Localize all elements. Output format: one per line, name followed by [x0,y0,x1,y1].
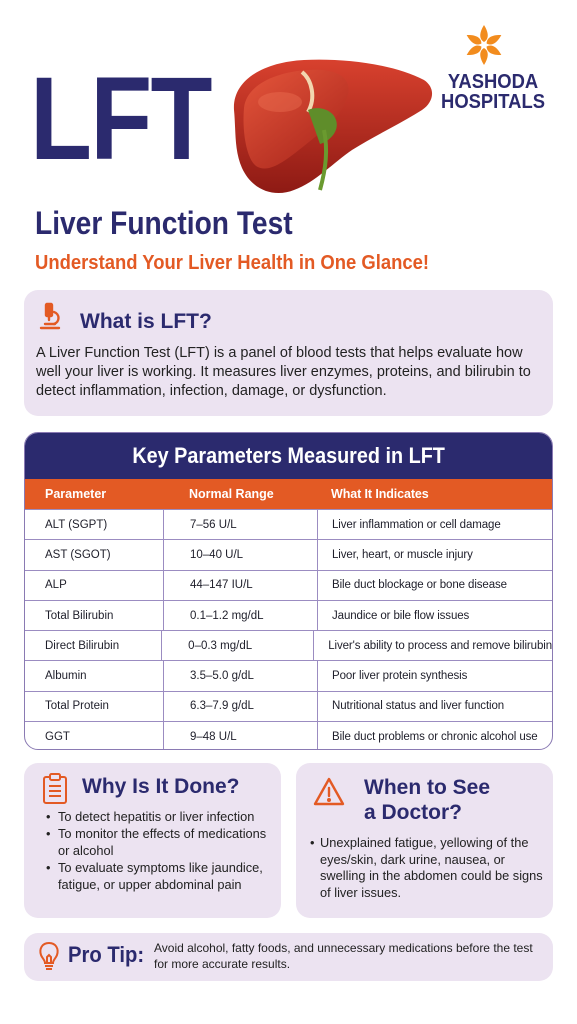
header [0,0,577,200]
row-range: 6.3–7.9 g/dL [163,692,317,721]
flower-logo-icon [463,24,505,66]
tip-body: Avoid alcohol, fatty foods, and unnecessary medications before the test for more accurate results. [154,941,533,971]
table-row [25,509,552,539]
row-range: 7–56 U/L [163,510,317,539]
column-header-indicates: What It Indicates [331,487,429,501]
row-parameter: ALP [45,579,67,592]
logo-line-1: YASHODA [447,71,539,93]
why-heading: Why Is It Done? [82,775,240,798]
table-row [25,600,552,630]
doctor-list [310,835,546,901]
what-body: A Liver Function Test (LFT) is a panel of blood tests that helps evaluate how well your liver is working. It measures liver enzymes, proteins, and bilirubin to detect inflammation, infection, damage, or dysfunction. [36,345,531,399]
row-parameter: Total Protein [45,700,109,713]
why-list [46,809,278,894]
row-parameter: Direct Bilirubin [45,639,120,652]
row-range: 0–0.3 mg/dL [161,631,313,660]
row-range: 9–48 U/L [163,722,317,750]
logo-line-2: HOSPITALS [441,91,545,113]
row-indicates: Bile duct problems or chronic alcohol use [317,722,552,750]
row-indicates: Liver inflammation or cell damage [317,510,552,539]
lightbulb-icon [38,941,60,973]
clipboard-icon [42,773,68,805]
table-row [25,721,552,750]
row-indicates: Bile duct blockage or bone disease [317,571,552,600]
page-title: Liver Function Test [35,205,293,241]
list-item: • To evaluate symptoms like jaundice, fatigue, or upper abdominal pain [46,860,278,893]
row-indicates: Liver, heart, or muscle injury [317,540,552,569]
warning-icon [313,777,345,807]
row-range: 10–40 U/L [163,540,317,569]
table-row [25,539,552,569]
doctor-heading-line-1: When to See [364,776,491,799]
liver-illustration [224,50,438,210]
table-row [25,660,552,690]
what-heading: What is LFT? [80,310,212,333]
tip-heading: Pro Tip: [68,942,145,967]
row-parameter: GGT [45,730,70,743]
row-parameter: Total Bilirubin [45,609,114,622]
column-header-parameter: Parameter [45,487,107,501]
doctor-card [296,763,553,918]
list-item: • To detect hepatitis or liver infection [46,809,278,825]
row-range: 0.1–1.2 mg/dL [163,601,317,630]
parameters-table [24,432,553,750]
row-indicates: Liver's ability to process and remove bilirubin [313,631,552,660]
table-title-text: Key Parameters Measured in LFT [132,443,445,468]
row-range: 44–147 IU/L [163,571,317,600]
row-range: 3.5–5.0 g/dL [163,661,317,690]
doctor-heading-line-2: a Doctor? [364,801,463,824]
list-item: • Unexplained fatigue, yellowing of the eyes/skin, dark urine, nausea, or swelling in the abdomen could be signs of liver issues. [310,835,546,901]
table-header-row [25,479,552,509]
tagline: Understand Your Liver Health in One Glance! [35,251,430,274]
table-title [25,433,552,479]
acronym-title: LFT [30,53,211,185]
table-row [25,570,552,600]
table-row [25,691,552,721]
what-is-lft-card [24,290,553,416]
column-header-range: Normal Range [189,487,274,501]
hospital-logo [428,24,558,114]
row-parameter: ALT (SGPT) [45,518,108,531]
row-indicates: Poor liver protein synthesis [317,661,552,690]
row-parameter: Albumin [45,670,87,683]
row-indicates: Jaundice or bile flow issues [317,601,552,630]
doctor-heading [364,775,534,825]
microscope-icon [38,302,62,330]
list-item: • To monitor the effects of medications or alcohol [46,826,278,859]
row-indicates: Nutritional status and liver function [317,692,552,721]
why-card [24,763,281,918]
row-parameter: AST (SGOT) [45,548,111,561]
pro-tip-card [24,933,553,981]
table-row [25,630,552,660]
